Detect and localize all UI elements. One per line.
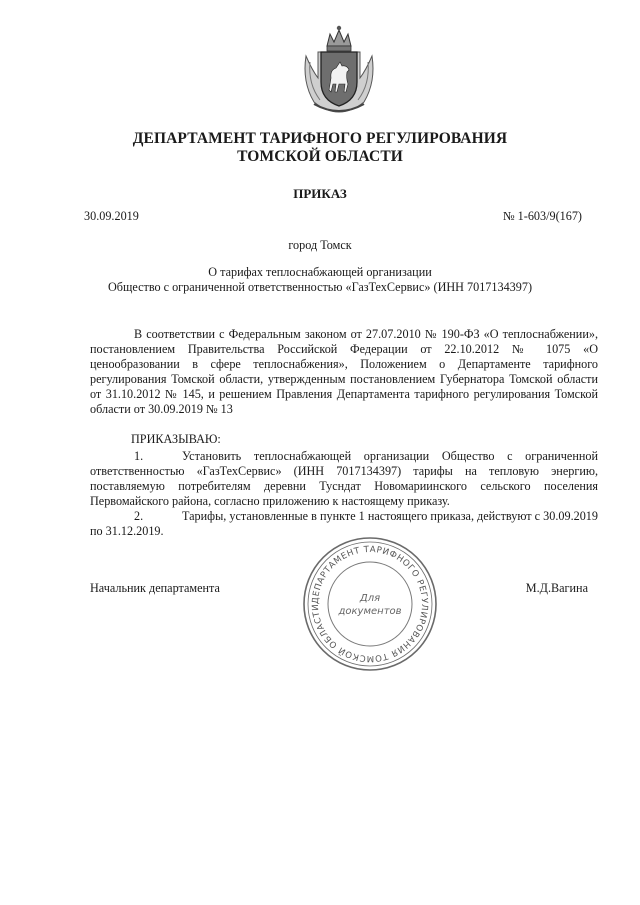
order-number: № 1-603/9(167) bbox=[503, 209, 582, 223]
department-title bbox=[0, 130, 640, 166]
coat-of-arms-emblem bbox=[300, 22, 378, 114]
order-item-1 bbox=[90, 449, 598, 509]
stamp-center-line2: документов bbox=[338, 606, 402, 617]
signer-title: Начальник департамента bbox=[90, 581, 220, 595]
order-date: 30.09.2019 bbox=[84, 209, 139, 223]
order-verb: ПРИКАЗЫВАЮ: bbox=[131, 432, 221, 446]
department-title-line1: ДЕПАРТАМЕНТ ТАРИФНОГО РЕГУЛИРОВАНИЯ bbox=[132, 130, 508, 147]
department-title-line2: ТОМСКОЙ ОБЛАСТИ bbox=[237, 148, 403, 165]
order-item-text: Установить теплоснабжающей организации Общество с ограниченной ответственностью «ГазТехСервис» (ИНН 7017134397) тарифы на тепловую энергию, поставляемую потребителям деревни Тусндат Новомариинского сельского поселения Первомайского района, согласно приложению к настоящему приказу. bbox=[90, 449, 598, 508]
signer-name: М.Д.Вагина bbox=[525, 581, 588, 595]
subject-line1: О тарифах теплоснабжающей организации bbox=[208, 265, 432, 279]
order-item-number: 2. bbox=[134, 509, 144, 523]
order-item-number: 1. bbox=[134, 449, 144, 463]
preamble-paragraph: В соответствии с Федеральным законом от 27.07.2010 № 190-ФЗ «О теплоснабжении», постановлением Правительства Российской Федерации от 22.10.2012 № 1075 «О ценообразовании в сфере теплоснабжения», Положением о Департаменте тарифного регулирования Томской области, утвержденным постановлением Губернатора Томской области от 31.10.2012 № 145, и решением Правления Департамента тарифного регулирования Томской области от 30.09.2019 № 13 bbox=[90, 327, 598, 416]
stamp-center-line1: Для bbox=[359, 593, 381, 604]
order-heading: ПРИКАЗ bbox=[293, 186, 347, 201]
subject-line2: Общество с ограниченной ответственностью «ГазТехСервис» (ИНН 7017134397) bbox=[107, 280, 533, 294]
order-subject bbox=[0, 265, 640, 295]
order-item-text: Тарифы, установленные в пункте 1 настоящего приказа, действуют с 30.09.2019 по 31.12.2019. bbox=[90, 509, 598, 538]
order-city: город Томск bbox=[288, 238, 352, 252]
stamp-ring-text: ДЕПАРТАМЕНТ ТАРИФНОГО РЕГУЛИРОВАНИЯ ТОМСКОЙ ОБЛАСТИ bbox=[310, 544, 430, 664]
official-stamp bbox=[301, 535, 439, 673]
